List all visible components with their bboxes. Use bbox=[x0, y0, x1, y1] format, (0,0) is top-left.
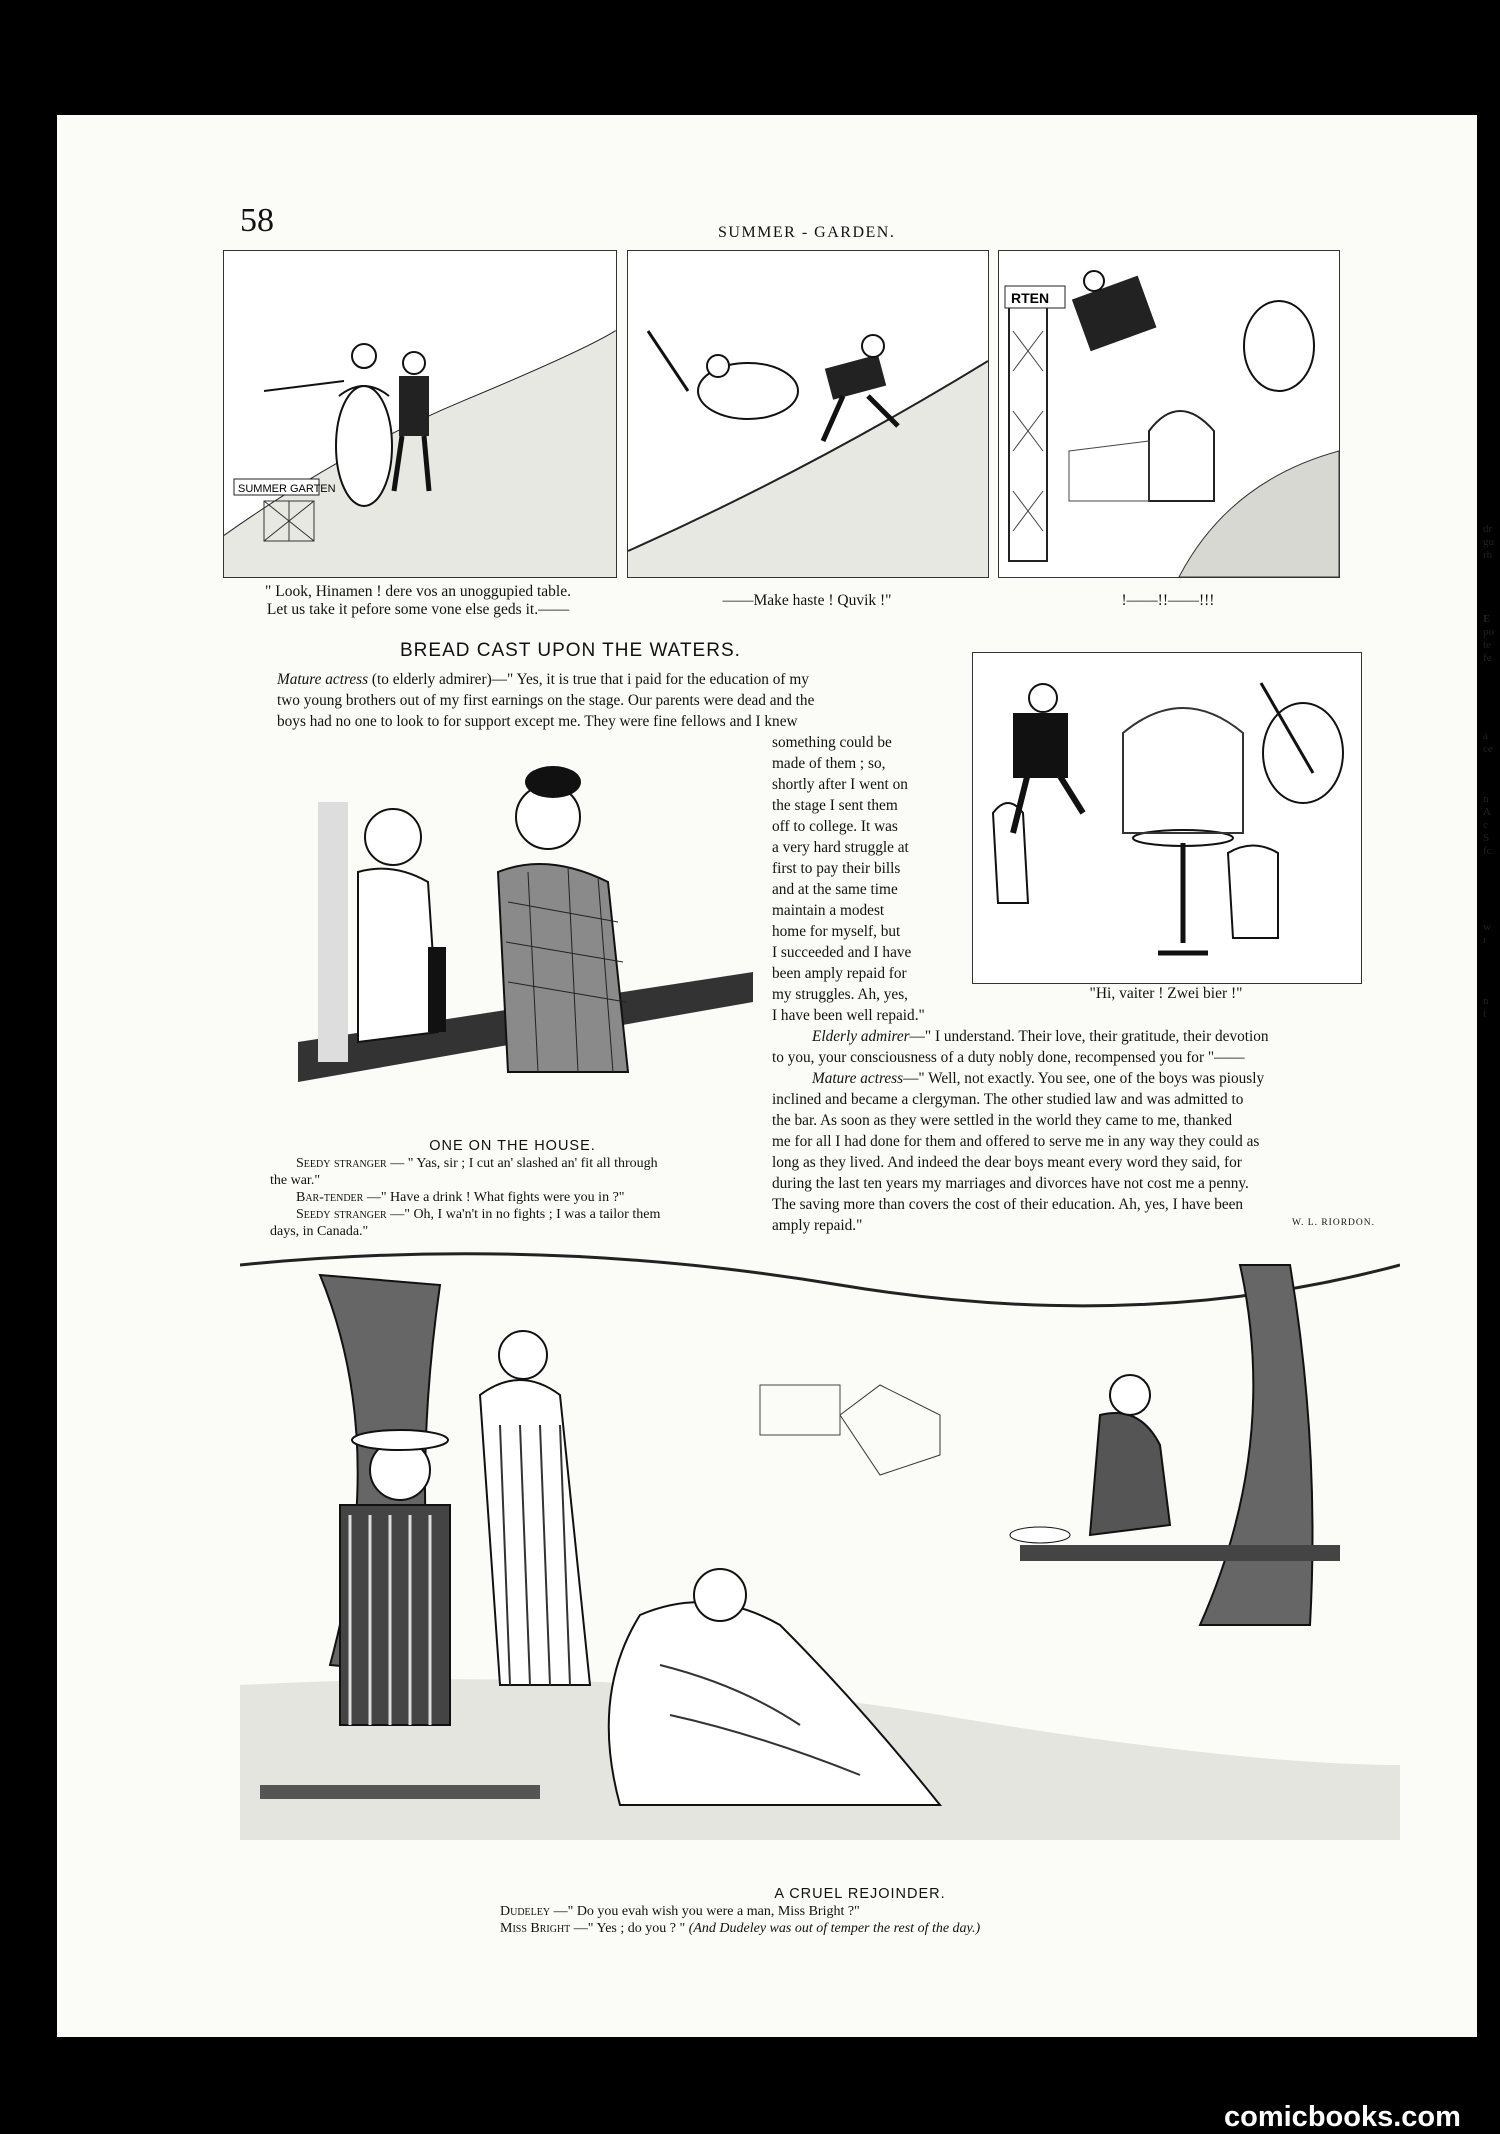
edge-fragment: po bbox=[1483, 626, 1494, 638]
next-page-edge-2 bbox=[1483, 613, 1500, 665]
rejoinder-aside: (And Dudeley was out of temper the rest of the day.) bbox=[688, 1921, 981, 1936]
speaker-seedy-stranger-2: Seedy stranger bbox=[296, 1207, 387, 1222]
reply-line: The saving more than covers the cost of their education. Ah, yes, I have been bbox=[772, 1196, 1244, 1213]
edge-fragment: ce bbox=[1483, 743, 1493, 755]
article-continuation bbox=[772, 1026, 1375, 1236]
narrow-line: shortly after I went on bbox=[772, 776, 908, 793]
panel3-sign: RTEN bbox=[1011, 290, 1050, 306]
edge-fragment: S bbox=[1483, 832, 1490, 844]
one-on-the-house-title: ONE ON THE HOUSE. bbox=[429, 1138, 596, 1154]
running-head: SUMMER - GARDEN. bbox=[718, 224, 896, 241]
speaker-mature-actress: Mature actress bbox=[277, 671, 369, 688]
panel1-illustration bbox=[224, 251, 616, 577]
strip-panel-2 bbox=[627, 250, 989, 578]
panel1-sign: SUMMER GARTEN bbox=[238, 483, 336, 495]
page-number: 58 bbox=[240, 202, 274, 239]
narrow-line: the stage I sent them bbox=[772, 797, 898, 814]
speaker-seedy-stranger: Seedy stranger bbox=[296, 1156, 387, 1171]
next-page-edge-3 bbox=[1483, 730, 1500, 756]
edge-fragment: rh bbox=[1483, 549, 1493, 561]
zwei-bier-illustration bbox=[972, 652, 1362, 984]
narrow-line: I succeeded and I have bbox=[772, 944, 912, 961]
speaker-bar-tender: Bar-tender bbox=[296, 1190, 364, 1205]
panel1-caption bbox=[223, 583, 613, 619]
edge-fragment: a bbox=[1483, 730, 1488, 742]
reply-line: inclined and became a clergyman. The other studied law and was admitted to bbox=[772, 1091, 1244, 1108]
edge-fragment: A bbox=[1483, 806, 1491, 818]
narrow-line: a very hard struggle at bbox=[772, 839, 909, 856]
rejoinder-line-2 bbox=[500, 1920, 1220, 1937]
park-scene bbox=[240, 1245, 1400, 1840]
reply-last-line: amply repaid." bbox=[772, 1217, 863, 1234]
speaker-mature-actress-2: Mature actress bbox=[812, 1070, 904, 1087]
zwei-bier-caption: "Hi, vaiter ! Zwei bier !" bbox=[1089, 985, 1243, 1002]
narrow-line: made of them ; so, bbox=[772, 755, 886, 772]
edge-fragment: E bbox=[1483, 613, 1491, 625]
house-line-3-text: —" Oh, I wa'n't in no fights ; I was a tailor them bbox=[386, 1207, 661, 1222]
panel3-illustration bbox=[999, 251, 1339, 577]
cruel-rejoinder-caption bbox=[500, 1886, 1220, 1937]
article-narrow-column bbox=[772, 732, 962, 1026]
strip-panel-1 bbox=[223, 250, 617, 578]
next-page-edge-1 bbox=[1483, 523, 1500, 562]
cruel-rejoinder-title: A CRUEL REJOINDER. bbox=[774, 1886, 946, 1902]
narrow-line: maintain a modest bbox=[772, 902, 885, 919]
intro-line-1 bbox=[277, 669, 961, 690]
narrow-line: I have been well repaid." bbox=[772, 1007, 925, 1024]
edge-fragment: te bbox=[1483, 639, 1491, 651]
speaker-dudeley: Dudeley bbox=[500, 1904, 551, 1919]
panel1-caption-line1: " Look, Hinamen ! dere vos an unoggupied table. bbox=[265, 583, 571, 600]
speaker-miss-bright: Miss Bright bbox=[500, 1921, 571, 1936]
narrow-line: my struggles. Ah, yes, bbox=[772, 986, 908, 1003]
elderly-admirer-text: —" I understand. Their love, their gratitude, their devotion bbox=[909, 1028, 1269, 1045]
edge-fragment: dr bbox=[1483, 523, 1493, 535]
final-line bbox=[772, 1215, 1375, 1236]
intro-line-2: two young brothers out of my first earnings on the stage. Our parents were dead and the bbox=[277, 692, 815, 709]
next-page-edge-6 bbox=[1483, 995, 1500, 1021]
panel3-caption: !——!!——!!! bbox=[1121, 592, 1215, 609]
article-author: W. L. RIORDON. bbox=[1291, 1218, 1375, 1228]
house-line-2-text: —" Have a drink ! What fights were you in ?" bbox=[363, 1190, 625, 1205]
narrow-line: off to college. It was bbox=[772, 818, 898, 835]
one-on-the-house-illustration bbox=[298, 742, 753, 1132]
bar-scene bbox=[298, 742, 753, 1132]
house-line-3-cont: days, in Canada." bbox=[270, 1224, 369, 1239]
rejoinder-line-2-text: —" Yes ; do you ? " bbox=[570, 1921, 686, 1936]
strip-panel-3 bbox=[998, 250, 1340, 578]
edge-fragment: gu bbox=[1483, 536, 1494, 548]
next-page-edge-5 bbox=[1483, 921, 1500, 947]
edge-fragment: fc bbox=[1483, 845, 1492, 857]
edge-fragment: w bbox=[1483, 921, 1491, 933]
reply-line: the bar. As soon as they were settled in the world they came to me, thanked bbox=[772, 1112, 1233, 1129]
narrow-line: home for myself, but bbox=[772, 923, 901, 940]
narrow-line: first to pay their bills bbox=[772, 860, 901, 877]
narrow-line: and at the same time bbox=[772, 881, 898, 898]
edge-fragment: c bbox=[1483, 819, 1488, 831]
elderly-admirer-line-2: to you, your consciousness of a duty nobly done, recompensed you for "—— bbox=[772, 1049, 1245, 1066]
mature-actress-line-1 bbox=[772, 1068, 1375, 1089]
narrow-line: something could be bbox=[772, 734, 892, 751]
panel2-illustration bbox=[628, 251, 988, 577]
edge-fragment: fe bbox=[1483, 652, 1492, 664]
rejoinder-line-1 bbox=[500, 1903, 1220, 1920]
mature-actress-text: —" Well, not exactly. You see, one of the boys was piously bbox=[903, 1070, 1265, 1087]
watermark: comicbooks.com bbox=[1224, 2101, 1461, 2133]
panel1-caption-line2: Let us take it pefore some vone else geds it.—— bbox=[266, 601, 570, 618]
rejoinder-line-1-text: —" Do you evah wish you were a man, Miss Bright ?" bbox=[550, 1904, 860, 1919]
intro-line-3: boys had no one to look to for support except me. They were fine fellows and I knew bbox=[277, 713, 798, 730]
next-page-edge-4 bbox=[1483, 793, 1500, 858]
edge-fragment: n bbox=[1483, 995, 1489, 1007]
speaker-elderly-admirer: Elderly admirer bbox=[812, 1028, 910, 1045]
house-line-3 bbox=[270, 1206, 755, 1223]
cafe-scene bbox=[973, 653, 1361, 983]
house-line-1-cont: the war." bbox=[270, 1173, 321, 1188]
intro-line-1-text: (to elderly admirer)—" Yes, it is true that i paid for the education of my bbox=[371, 671, 809, 688]
panel2-caption: ——Make haste ! Quvik !" bbox=[722, 592, 892, 609]
narrow-line: been amply repaid for bbox=[772, 965, 907, 982]
article-title: BREAD CAST UPON THE WATERS. bbox=[400, 640, 741, 661]
edge-fragment: t bbox=[1483, 1008, 1487, 1020]
house-line-2 bbox=[270, 1189, 755, 1206]
article-intro bbox=[277, 669, 961, 732]
reply-line: me for all I had done for them and offered to serve me in any way they could as bbox=[772, 1133, 1260, 1150]
house-line-1-text: — " Yas, sir ; I cut an' slashed an' fit all through bbox=[386, 1156, 658, 1171]
reply-line: during the last ten years my marriages and divorces have not cost me a penny. bbox=[772, 1175, 1249, 1192]
elderly-admirer-line-1 bbox=[772, 1026, 1375, 1047]
one-on-the-house-caption bbox=[270, 1138, 755, 1240]
house-line-1 bbox=[270, 1155, 755, 1172]
cruel-rejoinder-illustration bbox=[240, 1245, 1400, 1840]
reply-line: long as they lived. And indeed the dear boys meant every word they said, for bbox=[772, 1154, 1242, 1171]
edge-fragment: r bbox=[1483, 934, 1487, 946]
edge-fragment: n bbox=[1483, 793, 1489, 805]
